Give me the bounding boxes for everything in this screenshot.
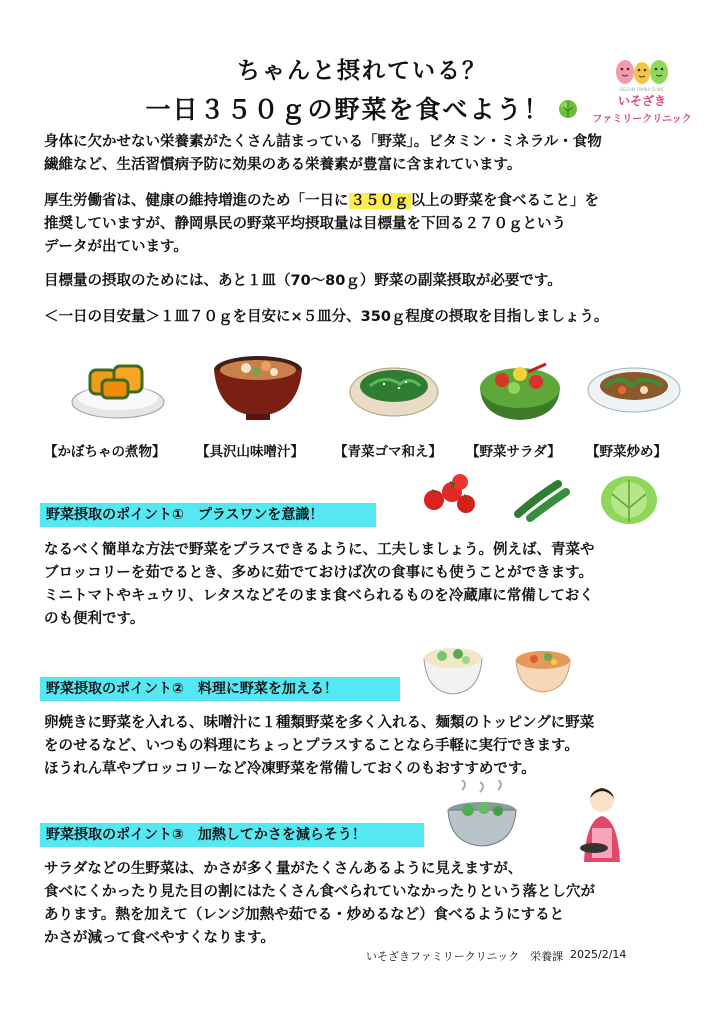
logo-name-1: いそざき bbox=[617, 94, 666, 108]
intro-p1-line2: 繊維など、生活習慣病予防に効果のある栄養素が豊富に含まれています。 bbox=[44, 157, 522, 173]
intro-p2-line2: 推奨していますが、静岡県民の野菜平均摂取量は目標量を下回る２７０ｇという bbox=[44, 216, 566, 232]
intro-p4: ＜一日の目安量＞１皿７０ｇを目安に×５皿分、350ｇ程度の摂取を目指しましょう。 bbox=[44, 309, 609, 325]
title-line-2-text: 一日３５０ｇの野菜を食べよう！ bbox=[145, 95, 551, 124]
intro-p2-line3: データが出ています。 bbox=[44, 239, 188, 255]
lettuce-leaf-icon bbox=[557, 97, 579, 126]
noodle-bowl-icon bbox=[420, 638, 486, 700]
dish-salad bbox=[470, 350, 570, 426]
intro-p2-text-b: 以上の野菜を食べること」を bbox=[410, 193, 599, 209]
point3-line1: サラダなどの生野菜は、かさが多く量がたくさんあるように見えますが、 bbox=[44, 861, 523, 877]
dish-stir-fry bbox=[584, 356, 684, 422]
intro-p2-line1 bbox=[44, 190, 599, 212]
point3-line4: かさが減って食べやすくなります。 bbox=[44, 930, 275, 946]
dish-label-pumpkin: 【かぼちゃの煮物】 bbox=[44, 444, 166, 460]
point2-line3: ほうれん草やブロッコリーなど冷凍野菜を常備しておくのもおすすめです。 bbox=[44, 761, 536, 777]
clinic-logo bbox=[592, 56, 692, 125]
cooking-pot-icon bbox=[440, 780, 524, 854]
dish-greens-sesame bbox=[344, 356, 444, 425]
point2-line1: 卵焼きに野菜を入れる、味噌汁に１種類野菜を多く入れる、麺類のトッピングに野菜 bbox=[44, 715, 595, 731]
dish-pumpkin bbox=[68, 352, 168, 426]
point2-line2: をのせるなど、いつもの料理にちょっとプラスすることなら手軽に実行できます。 bbox=[44, 738, 579, 754]
miso-soup-icon bbox=[208, 348, 308, 423]
greens-sesame-icon bbox=[344, 356, 444, 421]
dish-label-miso-soup: 【具沢山味噌汁】 bbox=[196, 444, 304, 460]
logo-name-2: ファミリークリニック bbox=[592, 114, 692, 125]
intro-p3: 目標量の摂取のためには、あと１皿（70～80ｇ）野菜の副菜摂取が必要です。 bbox=[44, 273, 562, 289]
woman-cooking-icon bbox=[572, 784, 632, 866]
point2-heading: 野菜摂取のポイント② 料理に野菜を加える！ bbox=[40, 677, 400, 701]
point1-line3: ミニトマトやキュウリ、レタスなどそのまま食べられるものを冷蔵庫に常備しておく bbox=[44, 588, 594, 604]
point1-heading: 野菜摂取のポイント① プラスワンを意識！ bbox=[40, 503, 376, 527]
soup-cup-icon bbox=[512, 642, 574, 698]
logo-subtitle: ISOZAKI FAMILY CLINIC bbox=[619, 87, 665, 92]
logo-mascots-icon bbox=[592, 56, 692, 86]
point3-line2: 食べにくかったり見た目の割にはたくさん食べられていなかったりという落とし穴が bbox=[44, 884, 595, 900]
dish-miso-soup bbox=[208, 348, 308, 427]
dish-label-greens-sesame: 【青菜ゴマ和え】 bbox=[334, 444, 442, 460]
dish-label-salad: 【野菜サラダ】 bbox=[466, 444, 561, 460]
dish-label-stir-fry: 【野菜炒め】 bbox=[586, 444, 667, 460]
point1-line2: ブロッコリーを茹でるとき、多めに茹でておけば次の食事にも使うことができます。 bbox=[44, 565, 593, 581]
title-line-1: ちゃんと摂れている？ bbox=[237, 58, 487, 84]
footer-date: 2025/2/14 bbox=[570, 948, 627, 961]
intro-p1-line1: 身体に欠かせない栄養素がたくさん詰まっている「野菜」。ビタミン・ミネラル・食物 bbox=[44, 134, 602, 150]
cherry-tomato-icon bbox=[420, 470, 482, 522]
point3-line3: あります。熱を加えて（レンジ加熱や茹でる・炒めるなど）食べるようにすると bbox=[44, 907, 565, 923]
simmered-pumpkin-icon bbox=[68, 352, 168, 422]
point3-heading: 野菜摂取のポイント③ 加熱してかさを減らそう！ bbox=[40, 823, 424, 847]
footer-org: いそざきファミリークリニック 栄養課 bbox=[366, 950, 564, 963]
point1-line4: のも便利です。 bbox=[44, 611, 145, 627]
highlight-350g: ３５０ｇ bbox=[350, 193, 409, 209]
cucumber-icon bbox=[512, 478, 572, 526]
lettuce-icon bbox=[598, 470, 660, 530]
intro-p2-text-a: 厚生労働省は、健康の維持増進のため「一日に bbox=[44, 193, 349, 209]
point1-line1: なるべく簡単な方法で野菜をプラスできるように、工夫しましょう。例えば、青菜や bbox=[44, 542, 595, 558]
salad-icon bbox=[470, 350, 570, 422]
stir-fry-icon bbox=[584, 356, 684, 418]
